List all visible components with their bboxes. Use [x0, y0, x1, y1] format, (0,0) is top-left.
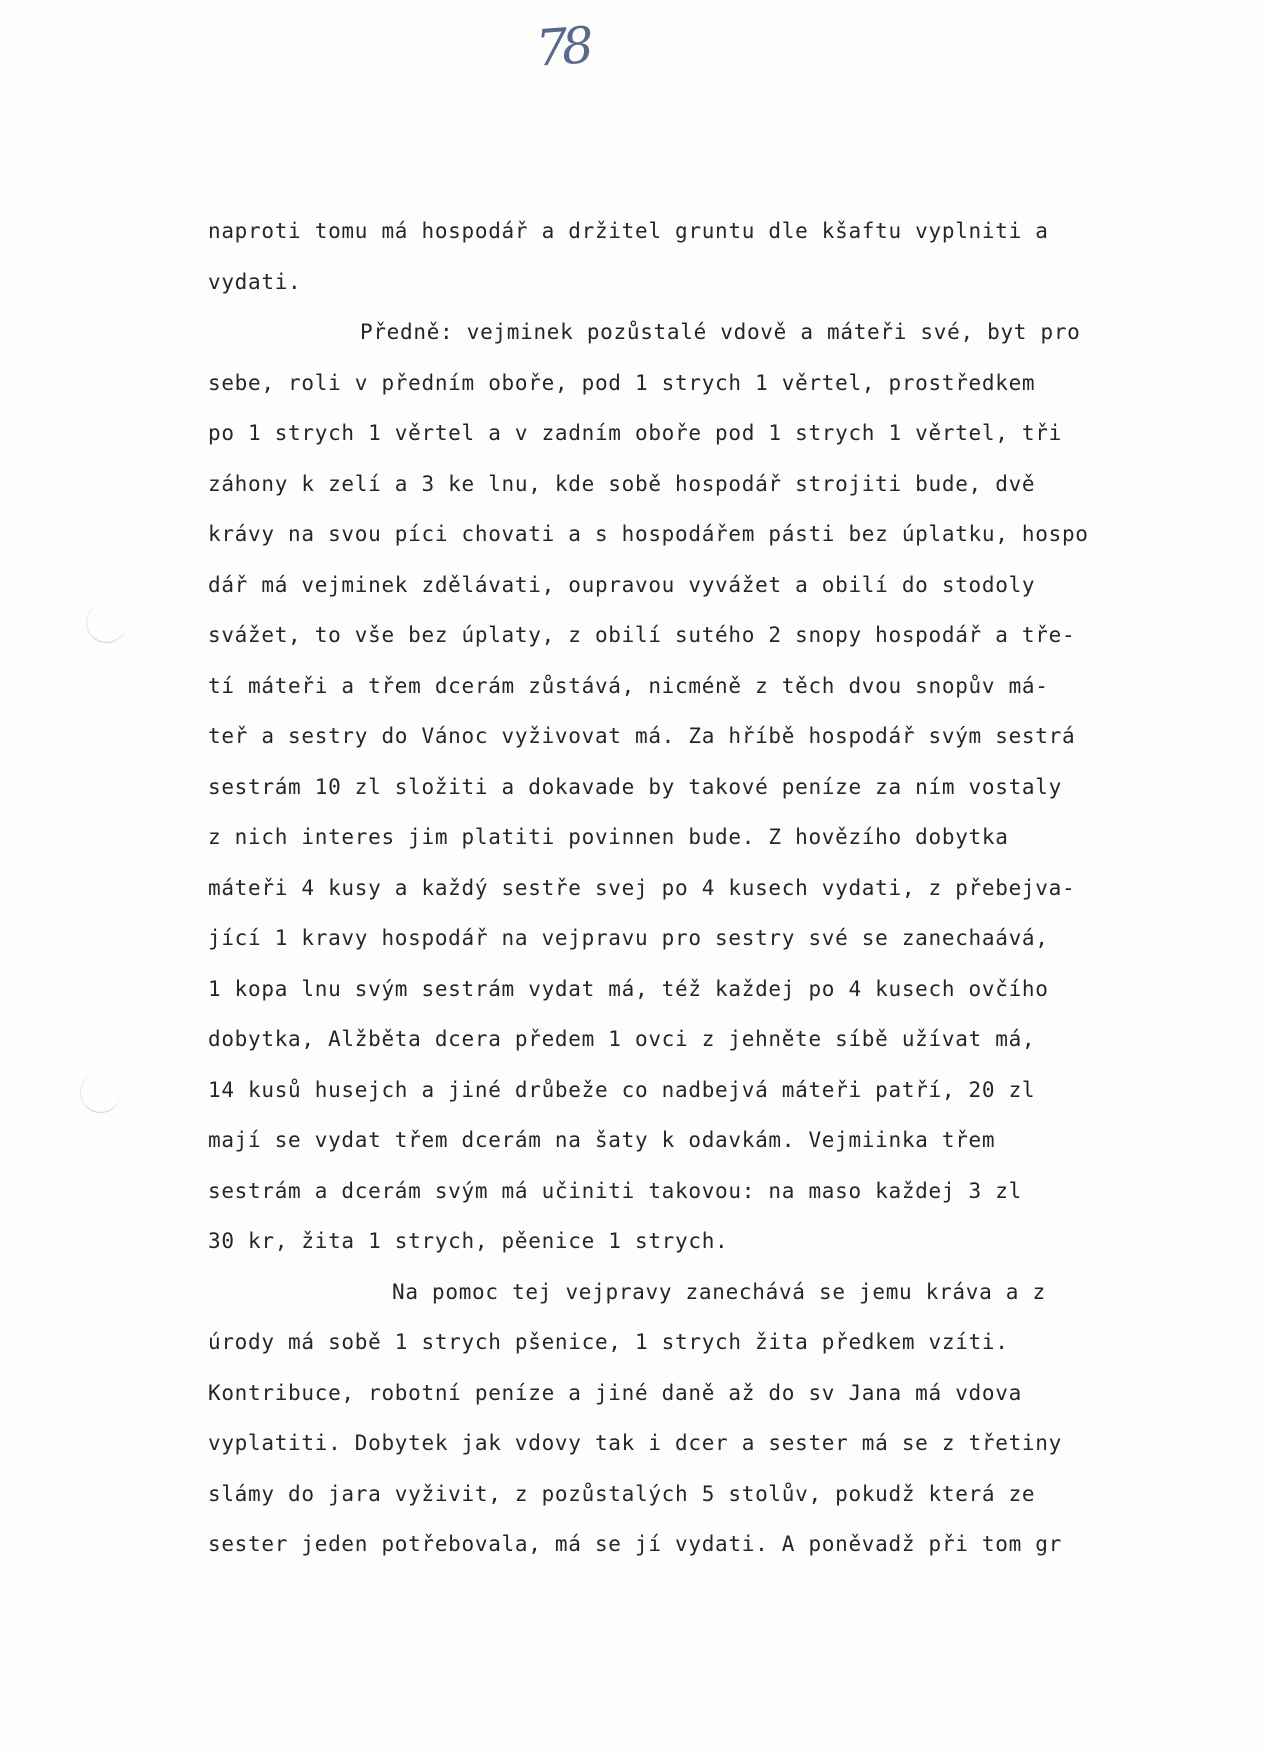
- punch-hole-mark: [86, 602, 127, 643]
- text-line: 30 kr, žita 1 strych, pěenice 1 strych.: [208, 1229, 729, 1253]
- text-line: jící 1 kravy hospodář na vejpravu pro sestry své se zanechaává,: [208, 926, 1049, 950]
- text-line: máteři 4 kusy a každý sestře svej po 4 kusech vydati, z přebejva-: [208, 875, 1076, 900]
- text-line: sebe, roli v předním oboře, pod 1 strych 1 věrtel, prostředkem: [208, 370, 1036, 395]
- text-line: sester jeden potřebovala, má se jí vydati. A poněvadž při tom gr: [208, 1532, 1062, 1556]
- text-line: krávy na svou píci chovati a s hospodářem pásti bez úplatku, hospo: [208, 522, 1089, 546]
- text-line: naproti tomu má hospodář a držitel gruntu dle kšaftu vyplniti a: [208, 219, 1049, 243]
- text-line: 14 kusů husejch a jiné drůbeže co nadbejvá máteři patří, 20 zl: [208, 1077, 1036, 1102]
- text-line: sestrám a dcerám svým má učiniti takovou: na maso každej 3 zl: [208, 1178, 1022, 1203]
- text-line: z nich interes jim platiti povinnen bude. Z hovězího dobytka: [208, 825, 1009, 849]
- text-line: po 1 strych 1 věrtel a v zadním oboře pod 1 strych 1 věrtel, tři: [208, 421, 1062, 445]
- text-line: tí máteři a třem dcerám zůstává, nicméně z těch dvou snopův má-: [208, 673, 1049, 698]
- text-line: 1 kopa lnu svým sestrám vydat má, též každej po 4 kusech ovčího: [208, 976, 1049, 1001]
- text-line: Na pomoc tej vejpravy zanechává se jemu kráva a z: [392, 1279, 1046, 1304]
- text-line: dobytka, Alžběta dcera předem 1 ovci z jehněte síbě užívat má,: [208, 1027, 1036, 1051]
- text-line: záhony k zelí a 3 ke lnu, kde sobě hospodář strojiti bude, dvě: [208, 471, 1036, 496]
- text-line: úrody má sobě 1 strych pšenice, 1 strych žita předkem vzíti.: [208, 1330, 1009, 1354]
- page-number: 78: [534, 16, 590, 78]
- text-line: vydati.: [208, 269, 302, 294]
- punch-hole-mark: [80, 1072, 121, 1113]
- text-line: svážet, to vše bez úplaty, z obilí sutého 2 snopy hospodář a tře-: [208, 623, 1076, 647]
- text-line: dář má vejminek zdělávati, oupravou vyvážet a obilí do stodoly: [208, 572, 1036, 597]
- text-line: vyplatiti. Dobytek jak vdovy tak i dcer a sester má se z třetiny: [208, 1431, 1062, 1455]
- text-line: mají se vydat třem dcerám na šaty k odavkám. Vejmiinka třem: [208, 1128, 996, 1152]
- text-line: slámy do jara vyživit, z pozůstalých 5 stolův, pokudž která ze: [208, 1481, 1036, 1506]
- typewritten-text: [208, 206, 1188, 1570]
- text-line: Předně: vejminek pozůstalé vdově a máteři své, byt pro: [360, 320, 1081, 344]
- text-line: Kontribuce, robotní peníze a jiné daně až do sv Jana má vdova: [208, 1380, 1022, 1405]
- text-line: teř a sestry do Vánoc vyživovat má. Za hříbě hospodář svým sestrá: [208, 724, 1076, 748]
- text-line: sestrám 10 zl složiti a dokavade by takové peníze za ním vostaly: [208, 774, 1062, 799]
